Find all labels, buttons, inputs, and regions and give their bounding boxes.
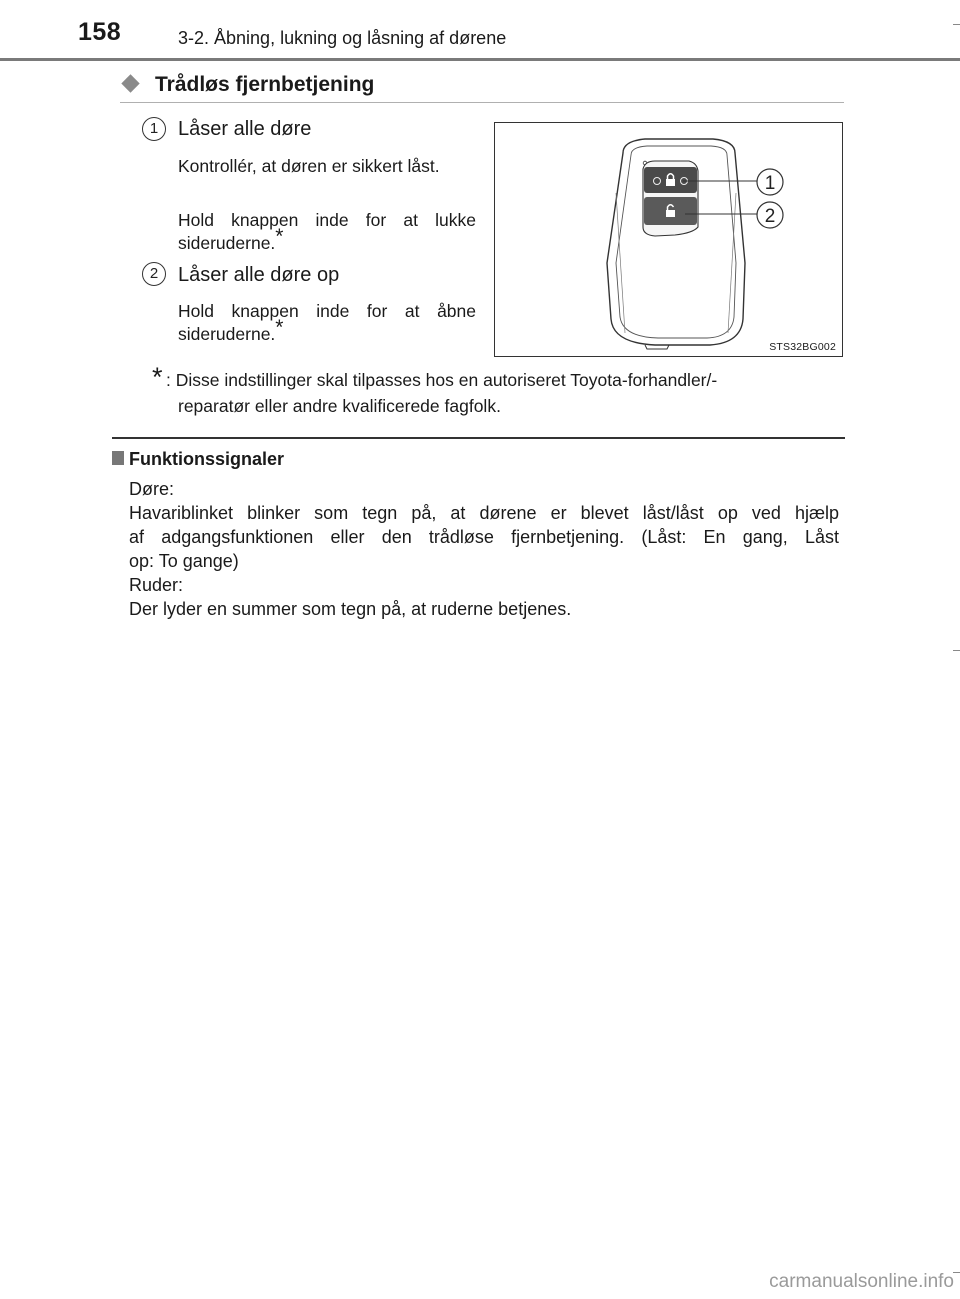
diamond-bullet-icon: [121, 74, 139, 92]
watermark: carmanualsonline.info: [769, 1271, 954, 1292]
footnote-lead: : Disse indstillinger skal tilpasses hos en autoriseret Toyota-forhandler/-: [166, 370, 718, 390]
item-paragraph: Kontrollér, at døren er sikkert låst.: [178, 156, 440, 176]
info-line: Døre:: [129, 479, 174, 499]
info-divider: [112, 437, 845, 439]
info-title: Funktionssignaler: [129, 449, 285, 469]
info-line: Der lyder en summer som tegn på, at ruderne betjenes.: [129, 599, 572, 619]
footnote-rest: reparatør eller andre kvalificerede fagfolk.: [178, 396, 501, 416]
crop-mark: [953, 24, 960, 25]
item-title: Låser alle døre: [178, 118, 312, 140]
info-line: af adgangsfunktionen eller den trådløse fjernbetjening. (Låst: En gang, Låst: [129, 527, 839, 547]
asterisk-marker: *: [275, 316, 284, 339]
crop-mark: [953, 650, 960, 651]
callout-label: 1: [764, 173, 776, 194]
image-code: STS32BG002: [769, 341, 836, 353]
item-paragraph: Hold knappen inde for at åbne sideruderne.*: [178, 301, 476, 344]
info-line: Havariblinket blinker som tegn på, at dørene er blevet låst/låst op ved hjælp: [129, 503, 839, 523]
item-number-badge: 2: [142, 262, 166, 286]
footnote-text: [166, 367, 840, 419]
page-number: 158: [78, 18, 122, 46]
chapter-title: 3-2. Åbning, lukning og låsning af dørene: [178, 28, 507, 48]
info-line: Ruder:: [129, 575, 184, 595]
square-bullet-icon: [112, 451, 124, 465]
item-title: Låser alle døre op: [178, 264, 340, 286]
key-fob-illustration: [494, 122, 843, 357]
asterisk-marker: *: [275, 225, 284, 248]
section-divider: [120, 102, 844, 103]
header-rule: [0, 58, 960, 61]
crop-mark: [953, 1272, 960, 1273]
callout-label: 2: [764, 206, 776, 227]
item-paragraph: Hold knappen inde for at lukke sideruderne.*: [178, 210, 476, 253]
item-number-badge: 1: [142, 117, 166, 141]
key-fob-drawing: [495, 123, 844, 358]
info-line: op: To gange): [129, 551, 239, 571]
section-title: Trådløs fjernbetjening: [155, 73, 375, 96]
footnote-asterisk: *: [152, 362, 163, 392]
